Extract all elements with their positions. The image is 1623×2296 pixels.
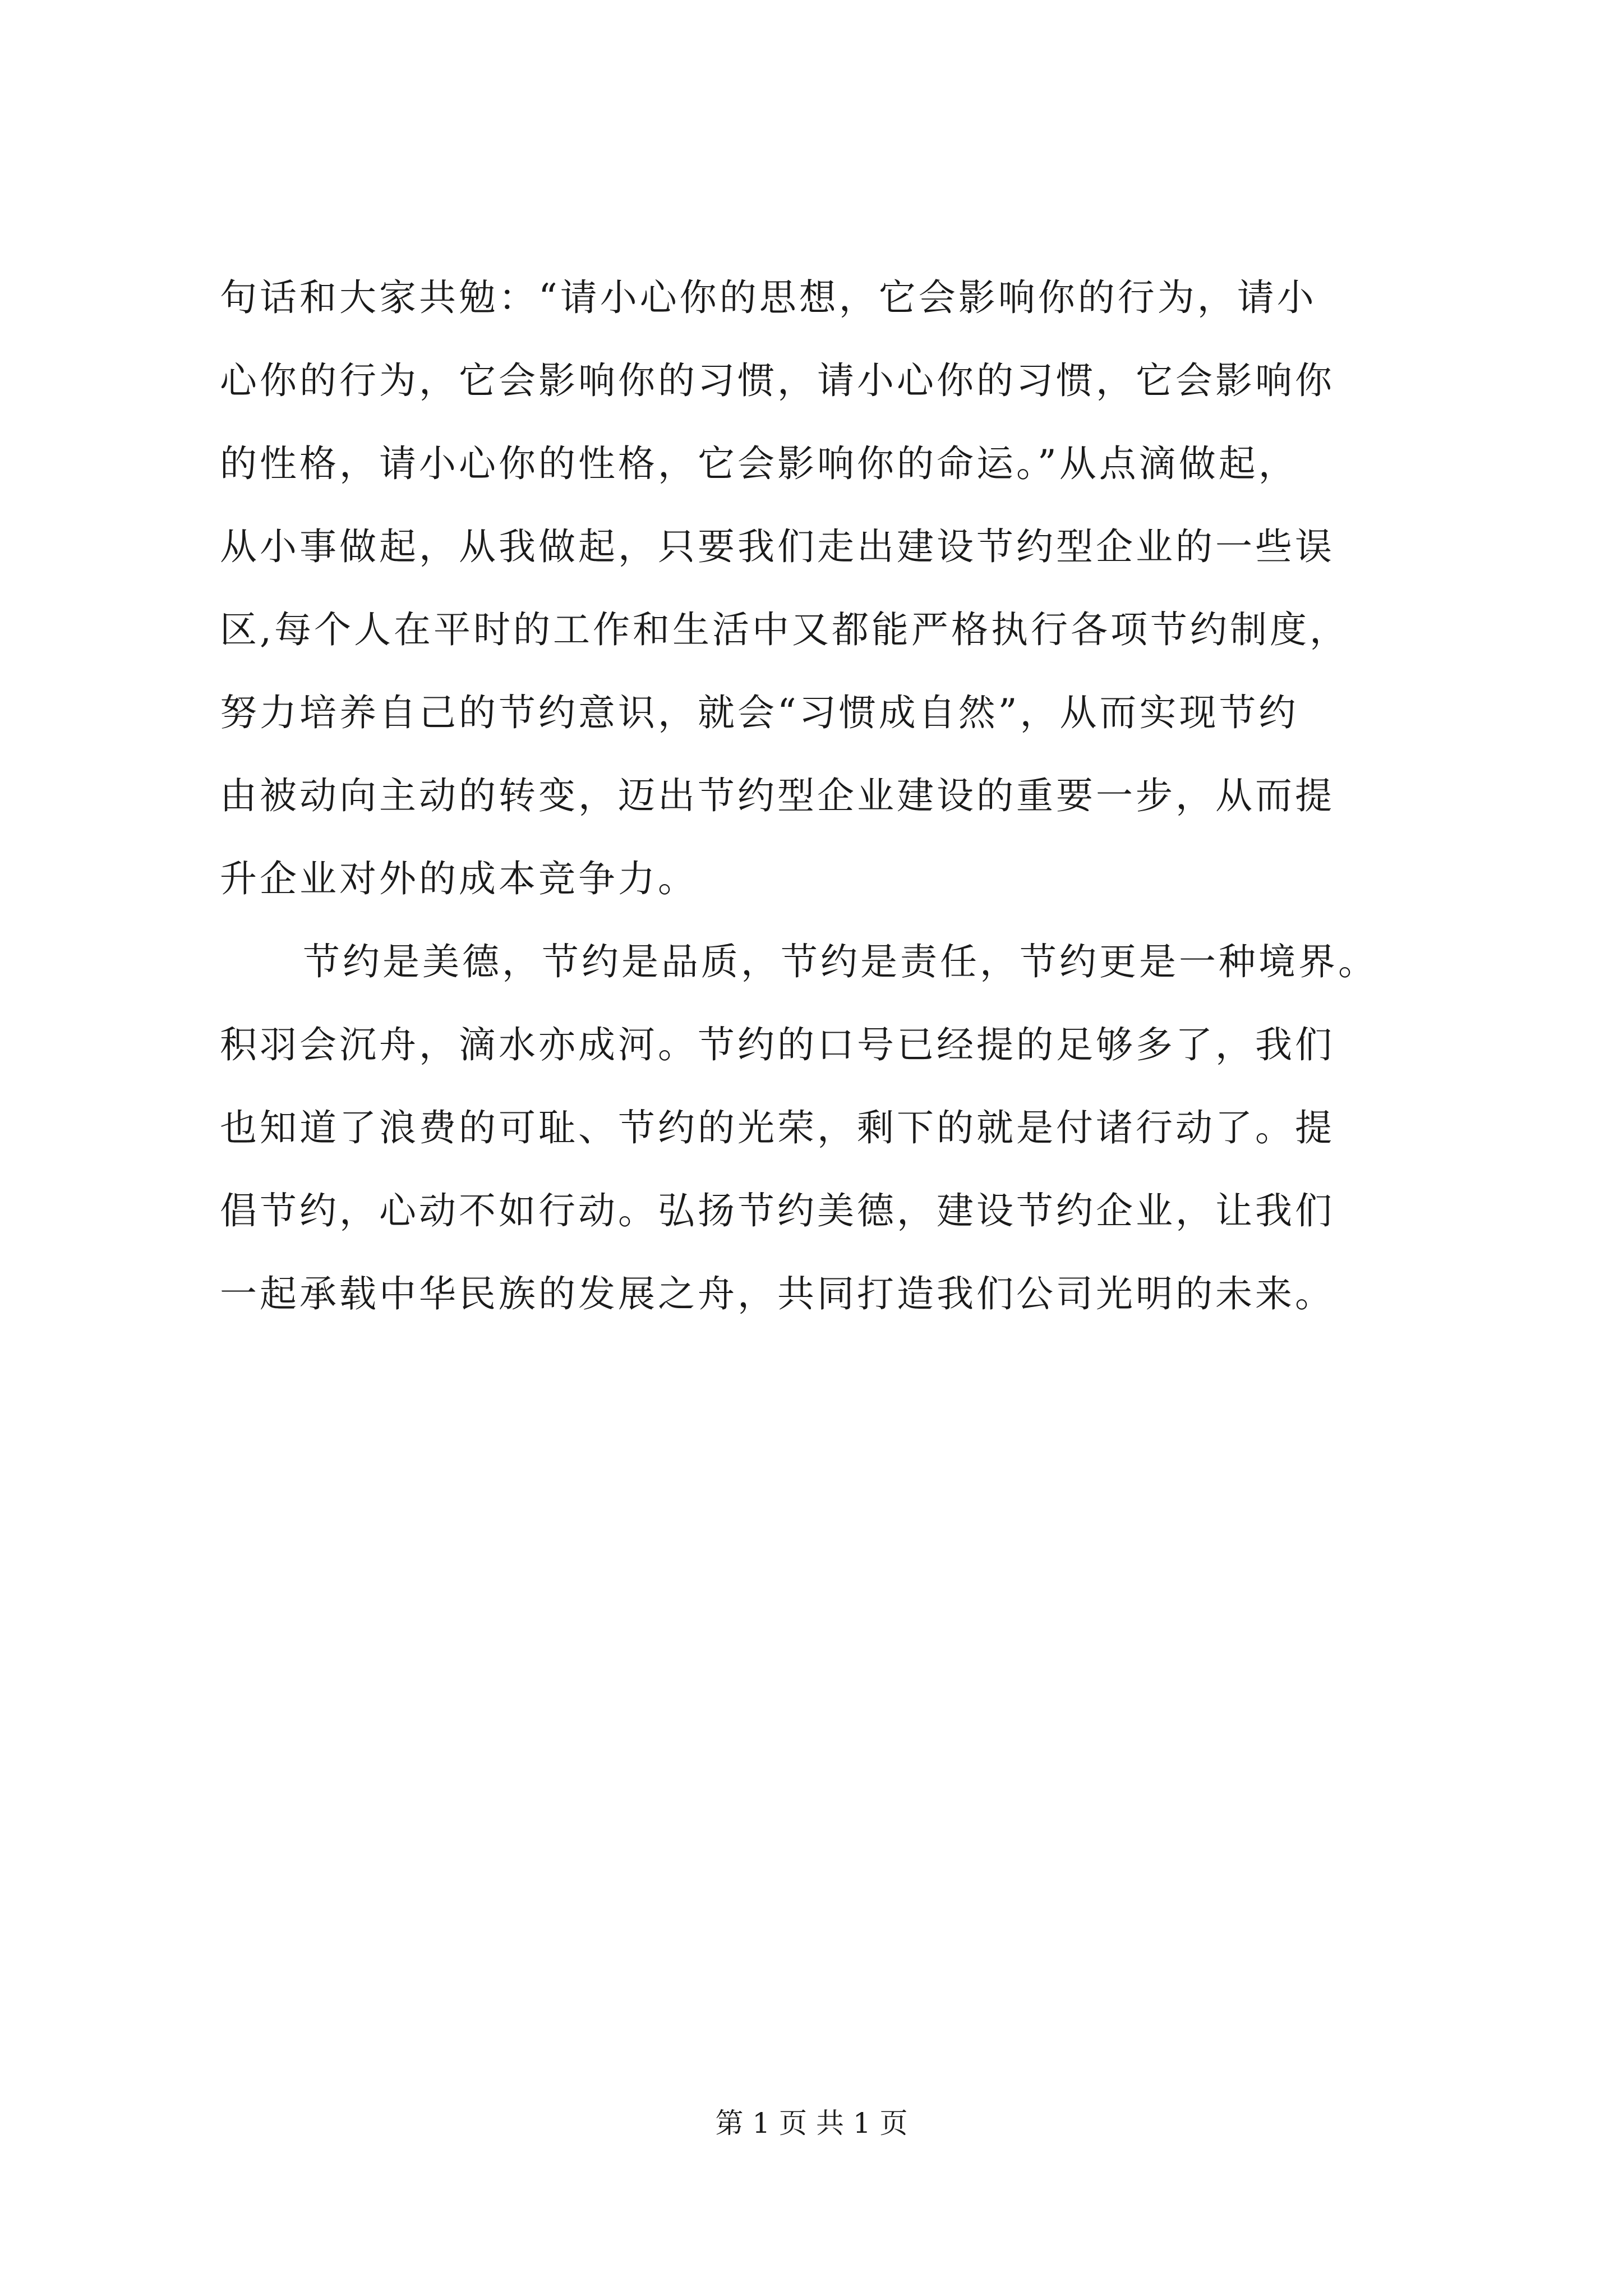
paragraph-1-line-8: 升企业对外的成本竞争力。: [220, 857, 698, 900]
paragraph-2-line-5: 一起承载中华民族的发展之舟，共同打造我们公司光明的未来。: [220, 1272, 1335, 1315]
paragraph-1-line-5: 区,每个人在平时的工作和生活中又都能严格执行各项节约制度，: [220, 608, 1349, 651]
page-number-footer: 第 1 页 共 1 页: [715, 2107, 908, 2139]
paragraph-2-line-2: 积羽会沉舟，滴水亦成河。节约的口号已经提的足够多了，我们: [220, 1023, 1335, 1066]
paragraph-1-line-2: 心你的行为，它会影响你的习惯，请小心你的习惯，它会影响你: [220, 359, 1335, 402]
paragraph-1-line-3: 的性格，请小心你的性格，它会影响你的命运。”从点滴做起，: [220, 442, 1298, 485]
paragraph-1-line-6: 努力培养自己的节约意识，就会“习惯成自然”，从而实现节约: [220, 691, 1299, 734]
paragraph-1-line-7: 由被动向主动的转变，迈出节约型企业建设的重要一步，从而提: [220, 774, 1335, 817]
paragraph-1-line-4: 从小事做起，从我做起，只要我们走出建设节约型企业的一些误: [220, 525, 1335, 568]
paragraph-2-line-3: 也知道了浪费的可耻、节约的光荣，剩下的就是付诸行动了。提: [220, 1106, 1335, 1149]
paragraph-1-line-1: 句话和大家共勉：“请小心你的思想，它会影响你的行为，请小: [220, 276, 1317, 319]
paragraph-2-line-1: 节约是美德，节约是品质，节约是责任，节约更是一种境界。: [303, 940, 1378, 983]
paragraph-2-line-4: 倡节约，心动不如行动。弘扬节约美德，建设节约企业，让我们: [220, 1189, 1335, 1232]
